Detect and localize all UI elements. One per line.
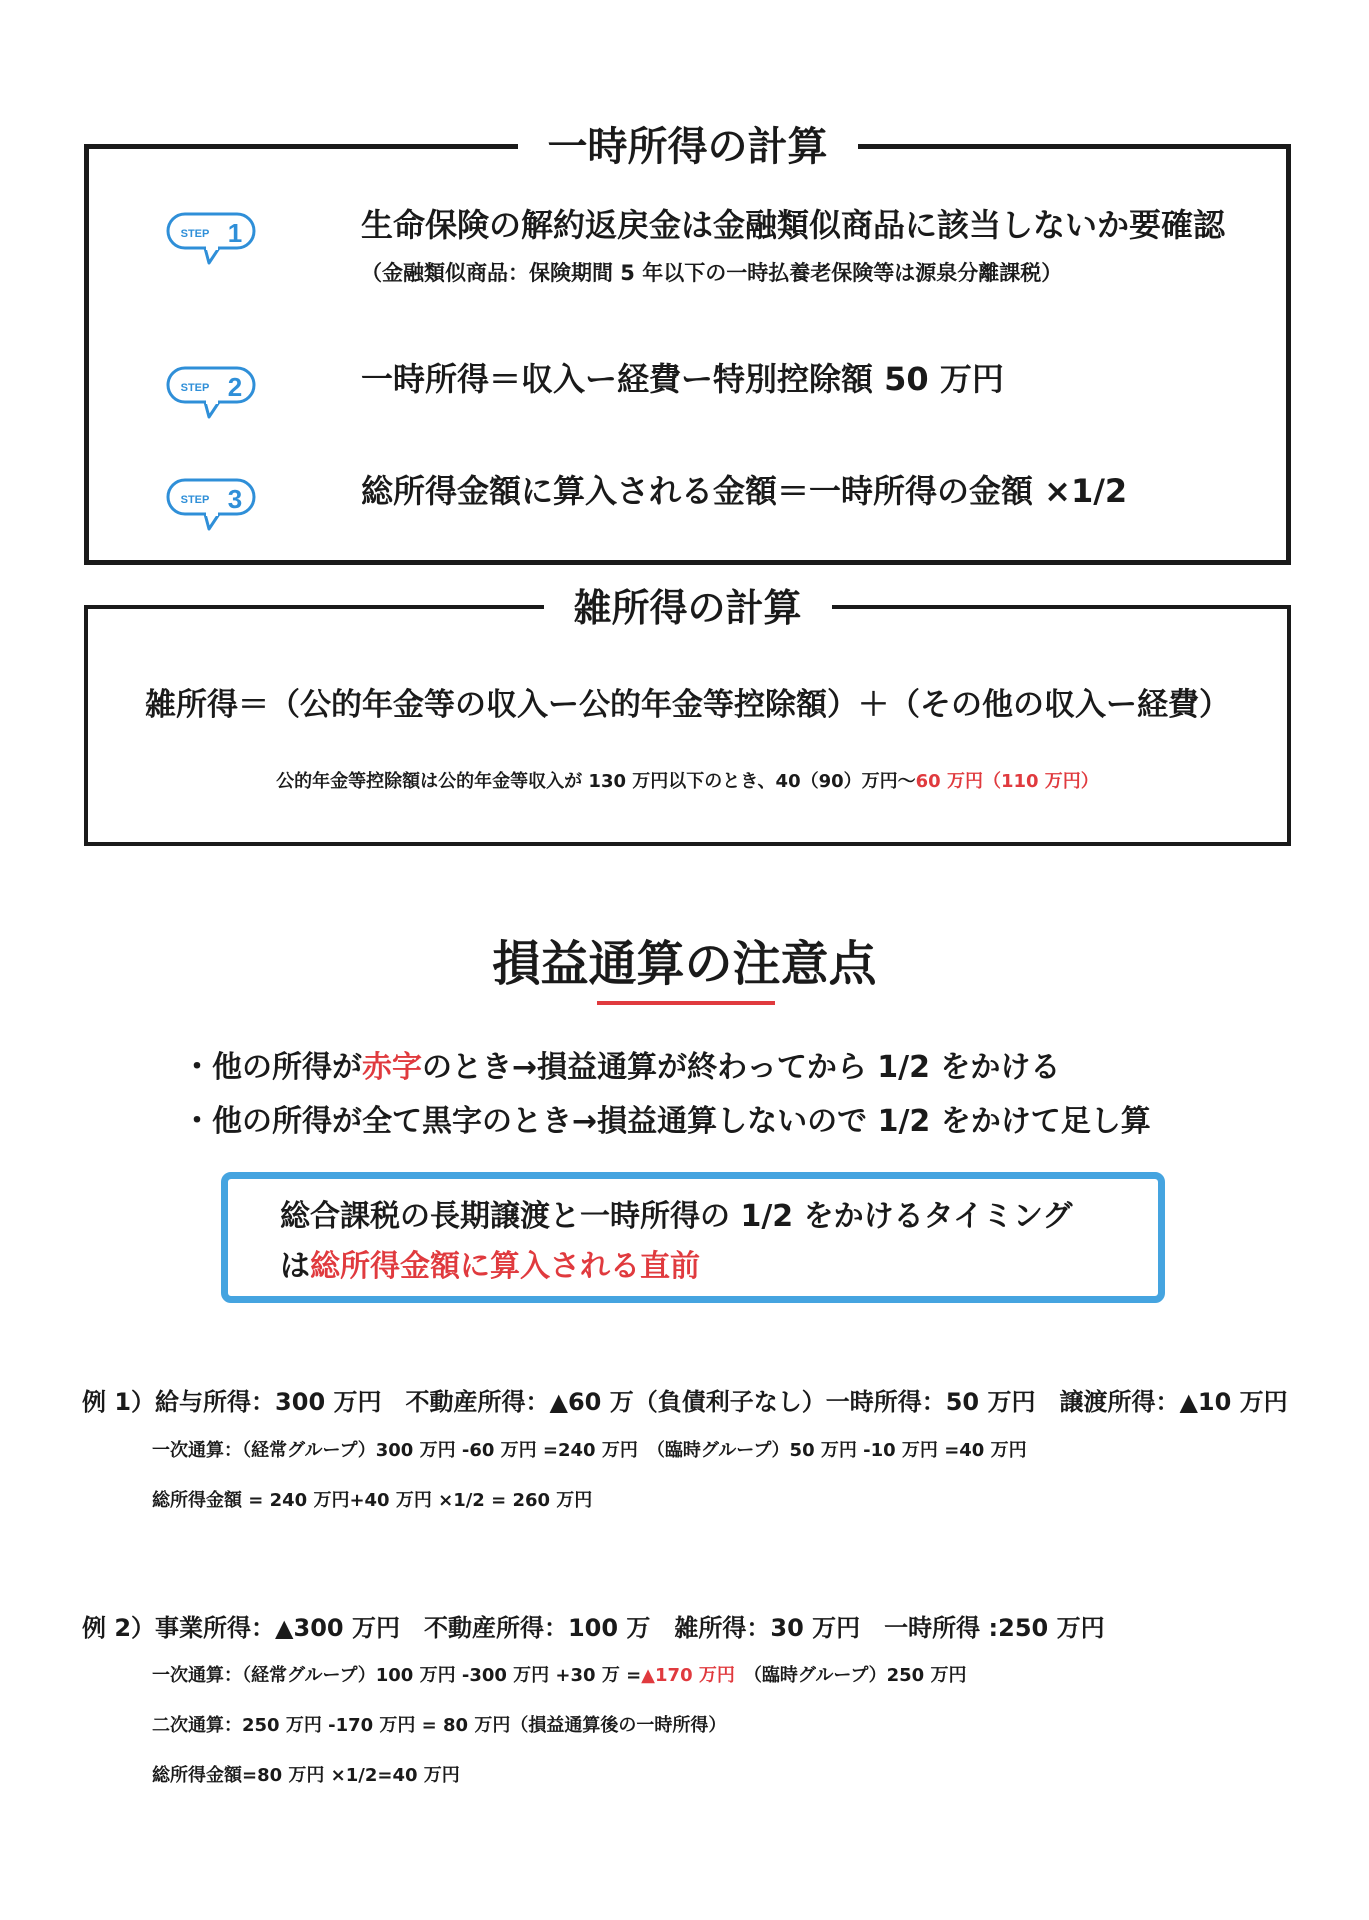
temporary-income-title: 一時所得の計算	[518, 119, 858, 175]
example-1-total: 総所得金額 = 240 万円+40 万円 ×1/2 = 260 万円	[152, 1490, 593, 1511]
callout-line-2	[280, 1247, 700, 1287]
loss-offset-title: 損益通算の注意点	[492, 936, 877, 992]
step-1-badge-num: 1	[227, 218, 243, 248]
temporary-income-box	[84, 124, 1291, 565]
callout-line-2-pre: は	[280, 1249, 310, 1284]
callout-highlight: 総所得金額に算入される直前	[310, 1249, 700, 1284]
step-3-badge-word: STEP	[180, 494, 210, 506]
callout-line-1: 総合課税の長期譲渡と一時所得の 1/2 をかけるタイミング	[280, 1199, 1073, 1234]
step-2-text: 一時所得＝収入ー経費ー特別控除額 50 万円	[361, 360, 1004, 398]
timing-callout	[221, 1172, 1165, 1303]
bullet-surplus: ・他の所得が全て黒字のとき→損益通算しないので 1/2 をかけて足し算	[182, 1104, 1151, 1139]
bullet-1-pre: ・他の所得が	[182, 1050, 362, 1085]
bullet-deficit	[182, 1048, 1060, 1088]
misc-income-box	[84, 586, 1291, 846]
step-2-badge-word: STEP	[180, 382, 210, 394]
step-1-badge-icon	[165, 211, 257, 267]
step-3-text: 総所得金額に算入される金額＝一時所得の金額 ×1/2	[361, 472, 1128, 510]
example-2-line1-post: （臨時グループ）250 万円	[734, 1665, 967, 1686]
step-1-badge-word: STEP	[180, 228, 210, 240]
example-2-first-offset	[152, 1663, 966, 1689]
step-3-badge-num: 3	[227, 484, 243, 514]
misc-income-title: 雑所得の計算	[543, 583, 831, 633]
example-2-total: 総所得金額=80 万円 ×1/2=40 万円	[152, 1765, 460, 1786]
example-2-line1-pre: 一次通算：（経常グループ）100 万円 -300 万円 +30 万 =	[152, 1665, 642, 1686]
pension-note-text: 公的年金等控除額は公的年金等収入が 130 万円以下のとき、40（90）万円〜	[276, 771, 916, 792]
pension-deduction-note	[88, 769, 1287, 795]
misc-income-formula: 雑所得＝（公的年金等の収入ー公的年金等控除額）＋（その他の収入ー経費）	[145, 687, 1230, 723]
example-2-deficit-value: ▲170 万円	[641, 1665, 735, 1686]
title-underline	[597, 1001, 775, 1005]
example-1-heading: 例 1）給与所得：300 万円 不動産所得：▲60 万（負債利子なし）一時所得：50 万円 譲渡所得：▲10 万円	[82, 1388, 1288, 1416]
step-1-subtext: （金融類似商品：保険期間 5 年以下の一時払養老保険等は源泉分離課税）	[361, 261, 1063, 285]
example-2-second-offset: 二次通算：250 万円 -170 万円 = 80 万円（損益通算後の一時所得）	[152, 1715, 727, 1736]
example-1-first-offset: 一次通算：（経常グループ）300 万円 -60 万円 =240 万円 （臨時グループ）50 万円 -10 万円 =40 万円	[152, 1440, 1027, 1461]
step-2-badge-num: 2	[227, 372, 243, 402]
step-3-badge-icon	[165, 477, 257, 533]
example-2-heading: 例 2）事業所得：▲300 万円 不動産所得：100 万 雑所得：30 万円 一時所得 :250 万円	[82, 1614, 1105, 1642]
bullet-1-post: のとき→損益通算が終わってから 1/2 をかける	[422, 1050, 1061, 1085]
bullet-1-highlight: 赤字	[362, 1050, 422, 1085]
step-2-badge-icon	[165, 365, 257, 421]
pension-note-highlight: 60 万円（110 万円）	[915, 771, 1099, 792]
step-1-text: 生命保険の解約返戻金は金融類似商品に該当しないか要確認	[361, 206, 1226, 244]
